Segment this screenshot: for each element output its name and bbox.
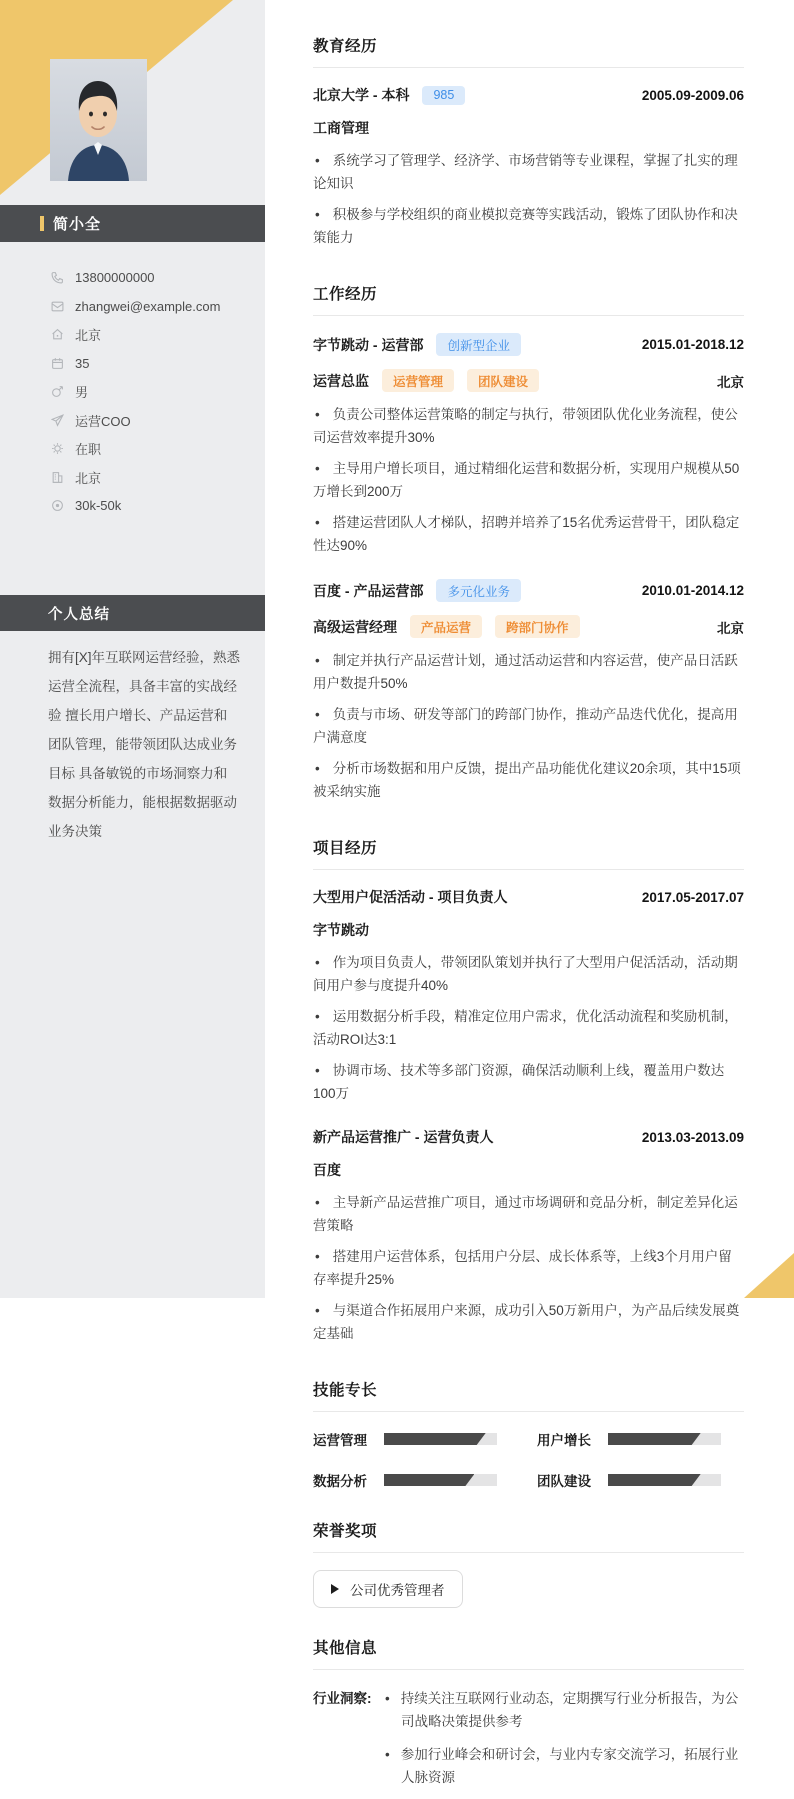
other-section-title: 其他信息	[313, 1636, 744, 1670]
gear-icon	[50, 442, 64, 456]
contact-hometown	[50, 326, 247, 343]
skill-tag: 产品运营	[410, 615, 482, 638]
phone-icon	[50, 271, 64, 285]
education-entry	[313, 85, 744, 249]
home-icon	[50, 328, 64, 342]
skill-item	[313, 1429, 497, 1449]
summary-header-bar	[0, 595, 265, 631]
skill-label: 运营管理	[313, 1433, 367, 1448]
honor-chip[interactable]	[313, 1570, 463, 1608]
project-date: 2013.03-2013.09	[641, 1129, 744, 1145]
target-icon	[50, 499, 64, 513]
mail-icon	[50, 299, 64, 313]
project-bullets	[313, 1191, 744, 1345]
sidebar	[0, 0, 265, 1298]
skill-item	[313, 1470, 497, 1490]
job-title: 运营总监	[313, 372, 369, 389]
education-section-title: 教育经历	[313, 34, 744, 68]
school-badge: 985	[422, 86, 465, 105]
work-section-title: 工作经历	[313, 282, 744, 316]
play-icon	[331, 1584, 339, 1594]
bullet-item: • 与渠道合作拓展用户来源，成功引入50万新用户，为产品后续发展奠定基础	[313, 1299, 744, 1345]
work-date: 2010.01-2014.12	[641, 583, 744, 598]
name-accent-mark	[40, 216, 44, 231]
resume-main	[265, 0, 794, 1799]
other-section	[313, 1636, 744, 1799]
bullet-item: • 搭建运营团队人才梯队，招聘并培养了15名优秀运营骨干，团队稳定性达90%	[313, 511, 744, 557]
profile-photo	[50, 59, 147, 181]
projects-section-title: 项目经历	[313, 836, 744, 870]
contact-desired-position	[50, 412, 247, 429]
skill-bar-track	[608, 1433, 721, 1445]
education-bullets	[313, 149, 744, 249]
bullet-item: • 持续关注互联网行业动态，定期撰写行业分析报告，为公司战略决策提供参考	[385, 1687, 744, 1733]
bullet-item: • 负责与市场、研发等部门的跨部门协作，推动产品迭代优化，提高用户满意度	[313, 703, 744, 749]
profile-photo-placeholder	[50, 59, 147, 181]
contact-age-value: 35	[75, 355, 90, 371]
contact-email-value: zhangwei@example.com	[75, 298, 221, 314]
skills-section	[313, 1378, 744, 1490]
work-entry	[313, 579, 744, 803]
skill-label: 用户增长	[537, 1433, 591, 1448]
skill-bar-fill	[608, 1433, 701, 1445]
bullet-item: • 分析市场数据和用户反馈，提出产品功能优化建议20余项，其中15项被采纳实施	[313, 757, 744, 803]
bullet-item: • 制定并执行产品运营计划，通过活动运营和内容运营，使产品日活跃用户数提升50%	[313, 649, 744, 695]
bullet-item: • 参加行业峰会和研讨会，与业内专家交流学习，拓展行业人脉资源	[385, 1743, 744, 1789]
work-location: 北京	[717, 374, 744, 390]
contact-email	[50, 298, 247, 315]
skill-bar-track	[384, 1474, 497, 1486]
contact-city	[50, 469, 247, 486]
honors-section-title: 荣誉奖项	[313, 1519, 744, 1553]
project-org: 百度	[313, 1162, 341, 1178]
contact-salary-value: 30k-50k	[75, 498, 122, 513]
skill-label: 团队建设	[537, 1474, 591, 1489]
skills-section-title: 技能专长	[313, 1378, 744, 1412]
bullet-item: • 运用数据分析手段，精准定位用户需求，优化活动流程和奖励机制，活动ROI达3:1	[313, 1005, 744, 1051]
bullet-item: • 系统学习了管理学、经济学、市场营销等专业课程，掌握了扎实的理论知识	[313, 149, 744, 195]
work-date: 2015.01-2018.12	[641, 337, 744, 352]
education-date: 2005.09-2009.06	[641, 87, 744, 103]
bullet-item: • 积极参与学校组织的商业模拟竞赛等实践活动，锻炼了团队协作和决策能力	[313, 203, 744, 249]
summary-title: 个人总结	[48, 606, 110, 623]
bullet-item: • 搭建用户运营体系，包括用户分层、成长体系等，上线3个月用户留存率提升25%	[313, 1245, 744, 1291]
education-section	[313, 34, 744, 249]
skill-bar-fill	[384, 1474, 474, 1486]
calendar-icon	[50, 356, 64, 370]
bullet-item: • 负责公司整体运营策略的制定与执行，带领团队优化业务流程，使公司运营效率提升30%	[313, 403, 744, 449]
work-entry	[313, 333, 744, 557]
contact-salary	[50, 497, 247, 514]
work-bullets	[313, 403, 744, 557]
bullet-item: • 主导用户增长项目，通过精细化运营和数据分析，实现用户规模从50万增长到200万	[313, 457, 744, 503]
contact-job-status-value: 在职	[75, 442, 102, 457]
work-section	[313, 282, 744, 803]
candidate-name: 简小全	[53, 216, 102, 233]
other-label: 行业洞察:	[313, 1691, 372, 1706]
work-location: 北京	[717, 620, 744, 636]
gender-icon	[50, 385, 64, 399]
major-name: 工商管理	[313, 120, 369, 136]
skill-bar-track	[608, 1474, 721, 1486]
contact-gender	[50, 383, 247, 400]
skill-tag: 团队建设	[467, 369, 539, 392]
project-name: 大型用户促活活动 - 项目负责人	[313, 889, 508, 905]
contact-phone	[50, 269, 247, 286]
company-badge: 多元化业务	[436, 579, 521, 602]
project-name: 新产品运营推广 - 运营负责人	[313, 1129, 494, 1145]
skill-bar-fill	[608, 1474, 701, 1486]
contact-job-status	[50, 440, 247, 457]
contact-phone-value: 13800000000	[75, 270, 155, 285]
paper-plane-icon	[50, 413, 64, 427]
summary-text: 拥有[X]年互联网运营经验，熟悉运营全流程，具备丰富的实战经验 擅长用户增长、产品运营和团队管理，能带领团队达成业务目标 具备敏锐的市场洞察力和数据分析能力，能根据数据驱动业务决策	[48, 650, 241, 839]
school-name: 北京大学 - 本科	[313, 87, 410, 103]
project-org: 字节跳动	[313, 922, 369, 938]
project-entry	[313, 887, 744, 1105]
contact-hometown-value: 北京	[75, 328, 102, 343]
skill-bar-track	[384, 1433, 497, 1445]
skill-item	[537, 1470, 721, 1490]
skill-bar-fill	[384, 1433, 486, 1445]
project-bullets	[313, 951, 744, 1105]
work-bullets	[313, 649, 744, 803]
skill-tag: 跨部门协作	[495, 615, 580, 638]
skill-tag: 运营管理	[382, 369, 454, 392]
skill-label: 数据分析	[313, 1474, 367, 1489]
company-badge: 创新型企业	[436, 333, 521, 356]
honor-label: 公司优秀管理者	[350, 1583, 445, 1598]
bullet-item: • 协调市场、技术等多部门资源，确保活动顺利上线，覆盖用户数达100万	[313, 1059, 744, 1105]
company-name: 百度 - 产品运营部	[313, 582, 424, 599]
other-bullets	[385, 1687, 744, 1799]
contact-gender-value: 男	[75, 385, 89, 400]
project-entry	[313, 1127, 744, 1345]
contact-city-value: 北京	[75, 470, 102, 486]
name-bar	[0, 205, 265, 242]
other-row	[313, 1687, 744, 1799]
building-icon	[50, 470, 64, 484]
bullet-item: • 作为项目负责人，带领团队策划并执行了大型用户促活活动，活动期间用户参与度提升40%	[313, 951, 744, 997]
skill-item	[537, 1429, 721, 1449]
bullet-item: • 主导新产品运营推广项目，通过市场调研和竞品分析，制定差异化运营策略	[313, 1191, 744, 1237]
contact-list	[50, 269, 247, 514]
contact-desired-position-value: 运营COO	[75, 413, 131, 429]
skill-grid	[313, 1429, 721, 1490]
honors-section	[313, 1519, 744, 1608]
contact-age	[50, 355, 247, 372]
projects-section	[313, 836, 744, 1345]
job-title: 高级运营经理	[313, 618, 397, 635]
project-date: 2017.05-2017.07	[641, 889, 744, 905]
company-name: 字节跳动 - 运营部	[313, 336, 424, 353]
